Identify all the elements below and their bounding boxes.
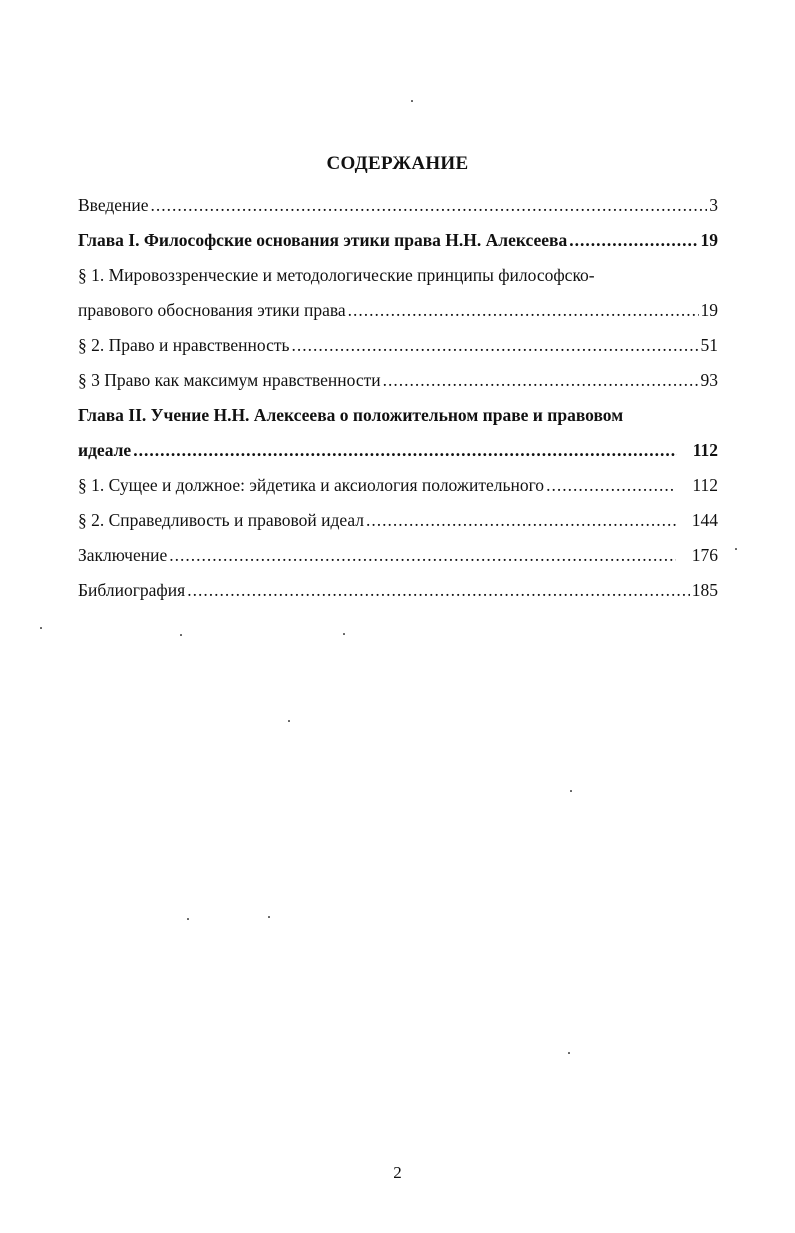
dot-leader — [366, 503, 676, 538]
dot-leader — [546, 468, 676, 503]
toc-entry-chapter-1 — [78, 223, 718, 258]
table-of-contents — [78, 188, 718, 608]
dot-leader — [151, 188, 708, 223]
scan-speck — [40, 627, 42, 629]
toc-entry-page: 176 — [691, 545, 718, 565]
dot-leader — [187, 573, 690, 608]
toc-entry-section-1-1-line-1 — [78, 258, 718, 293]
page-number: 2 — [393, 1163, 402, 1182]
toc-entry-text: § 1. Сущее и должное: эйдетика и аксиология положительного — [78, 475, 545, 495]
scan-speck — [187, 918, 189, 920]
toc-entry-page: 112 — [692, 440, 718, 460]
scan-speck — [570, 790, 572, 792]
dot-leader — [383, 363, 699, 398]
toc-entry-page: 185 — [691, 580, 718, 600]
toc-entry-page: 112 — [692, 475, 718, 495]
toc-entry-text: § 2. Право и нравственность — [78, 335, 290, 355]
toc-entry-text: Глава II. Учение Н.Н. Алексеева о положительном праве и правовом — [78, 405, 624, 425]
toc-entry-bibliography — [78, 573, 718, 608]
toc-entry-page: 144 — [691, 510, 718, 530]
toc-entry-text: § 1. Мировоззренческие и методологические принципы философско- — [78, 265, 595, 285]
toc-entry-page: 3 — [709, 195, 718, 215]
toc-entry-text: Библиография — [78, 580, 186, 600]
toc-entry-chapter-2-line-1 — [78, 398, 718, 433]
scan-speck — [343, 633, 345, 635]
dot-leader — [133, 433, 677, 468]
toc-entry-text: Глава I. Философские основания этики права Н.Н. Алексеева — [78, 230, 568, 250]
toc-entry-page: 51 — [700, 335, 718, 355]
dot-leader — [169, 538, 676, 573]
toc-entry-introduction — [78, 188, 718, 223]
dot-leader — [292, 328, 699, 363]
scan-speck — [411, 100, 413, 102]
toc-entry-section-1-1-line-2 — [78, 293, 718, 328]
dot-leader — [569, 223, 698, 258]
toc-entry-page: 19 — [700, 300, 718, 320]
toc-entry-text: § 3 Право как максимум нравственности — [78, 370, 381, 390]
scan-speck — [180, 634, 182, 636]
scan-speck — [735, 548, 737, 550]
toc-entry-text: Введение — [78, 195, 149, 215]
toc-entry-text: Заключение — [78, 545, 168, 565]
dot-leader — [348, 293, 699, 328]
toc-entry-text: правового обоснования этики права — [78, 300, 346, 320]
toc-entry-section-2-2 — [78, 503, 718, 538]
toc-title: СОДЕРЖАНИЕ — [326, 153, 469, 174]
scan-speck — [568, 1052, 570, 1054]
toc-entry-page: 93 — [700, 370, 718, 390]
toc-entry-chapter-2-line-2 — [78, 433, 718, 468]
toc-entry-text: § 2. Справедливость и правовой идеал — [78, 510, 365, 530]
toc-entry-conclusion — [78, 538, 718, 573]
toc-entry-page: 19 — [700, 230, 718, 250]
toc-entry-section-2-1 — [78, 468, 718, 503]
toc-entry-section-1-2 — [78, 328, 718, 363]
toc-entry-section-1-3 — [78, 363, 718, 398]
toc-entry-text: идеале — [78, 440, 132, 460]
scan-speck — [288, 720, 290, 722]
scan-speck — [268, 916, 270, 918]
